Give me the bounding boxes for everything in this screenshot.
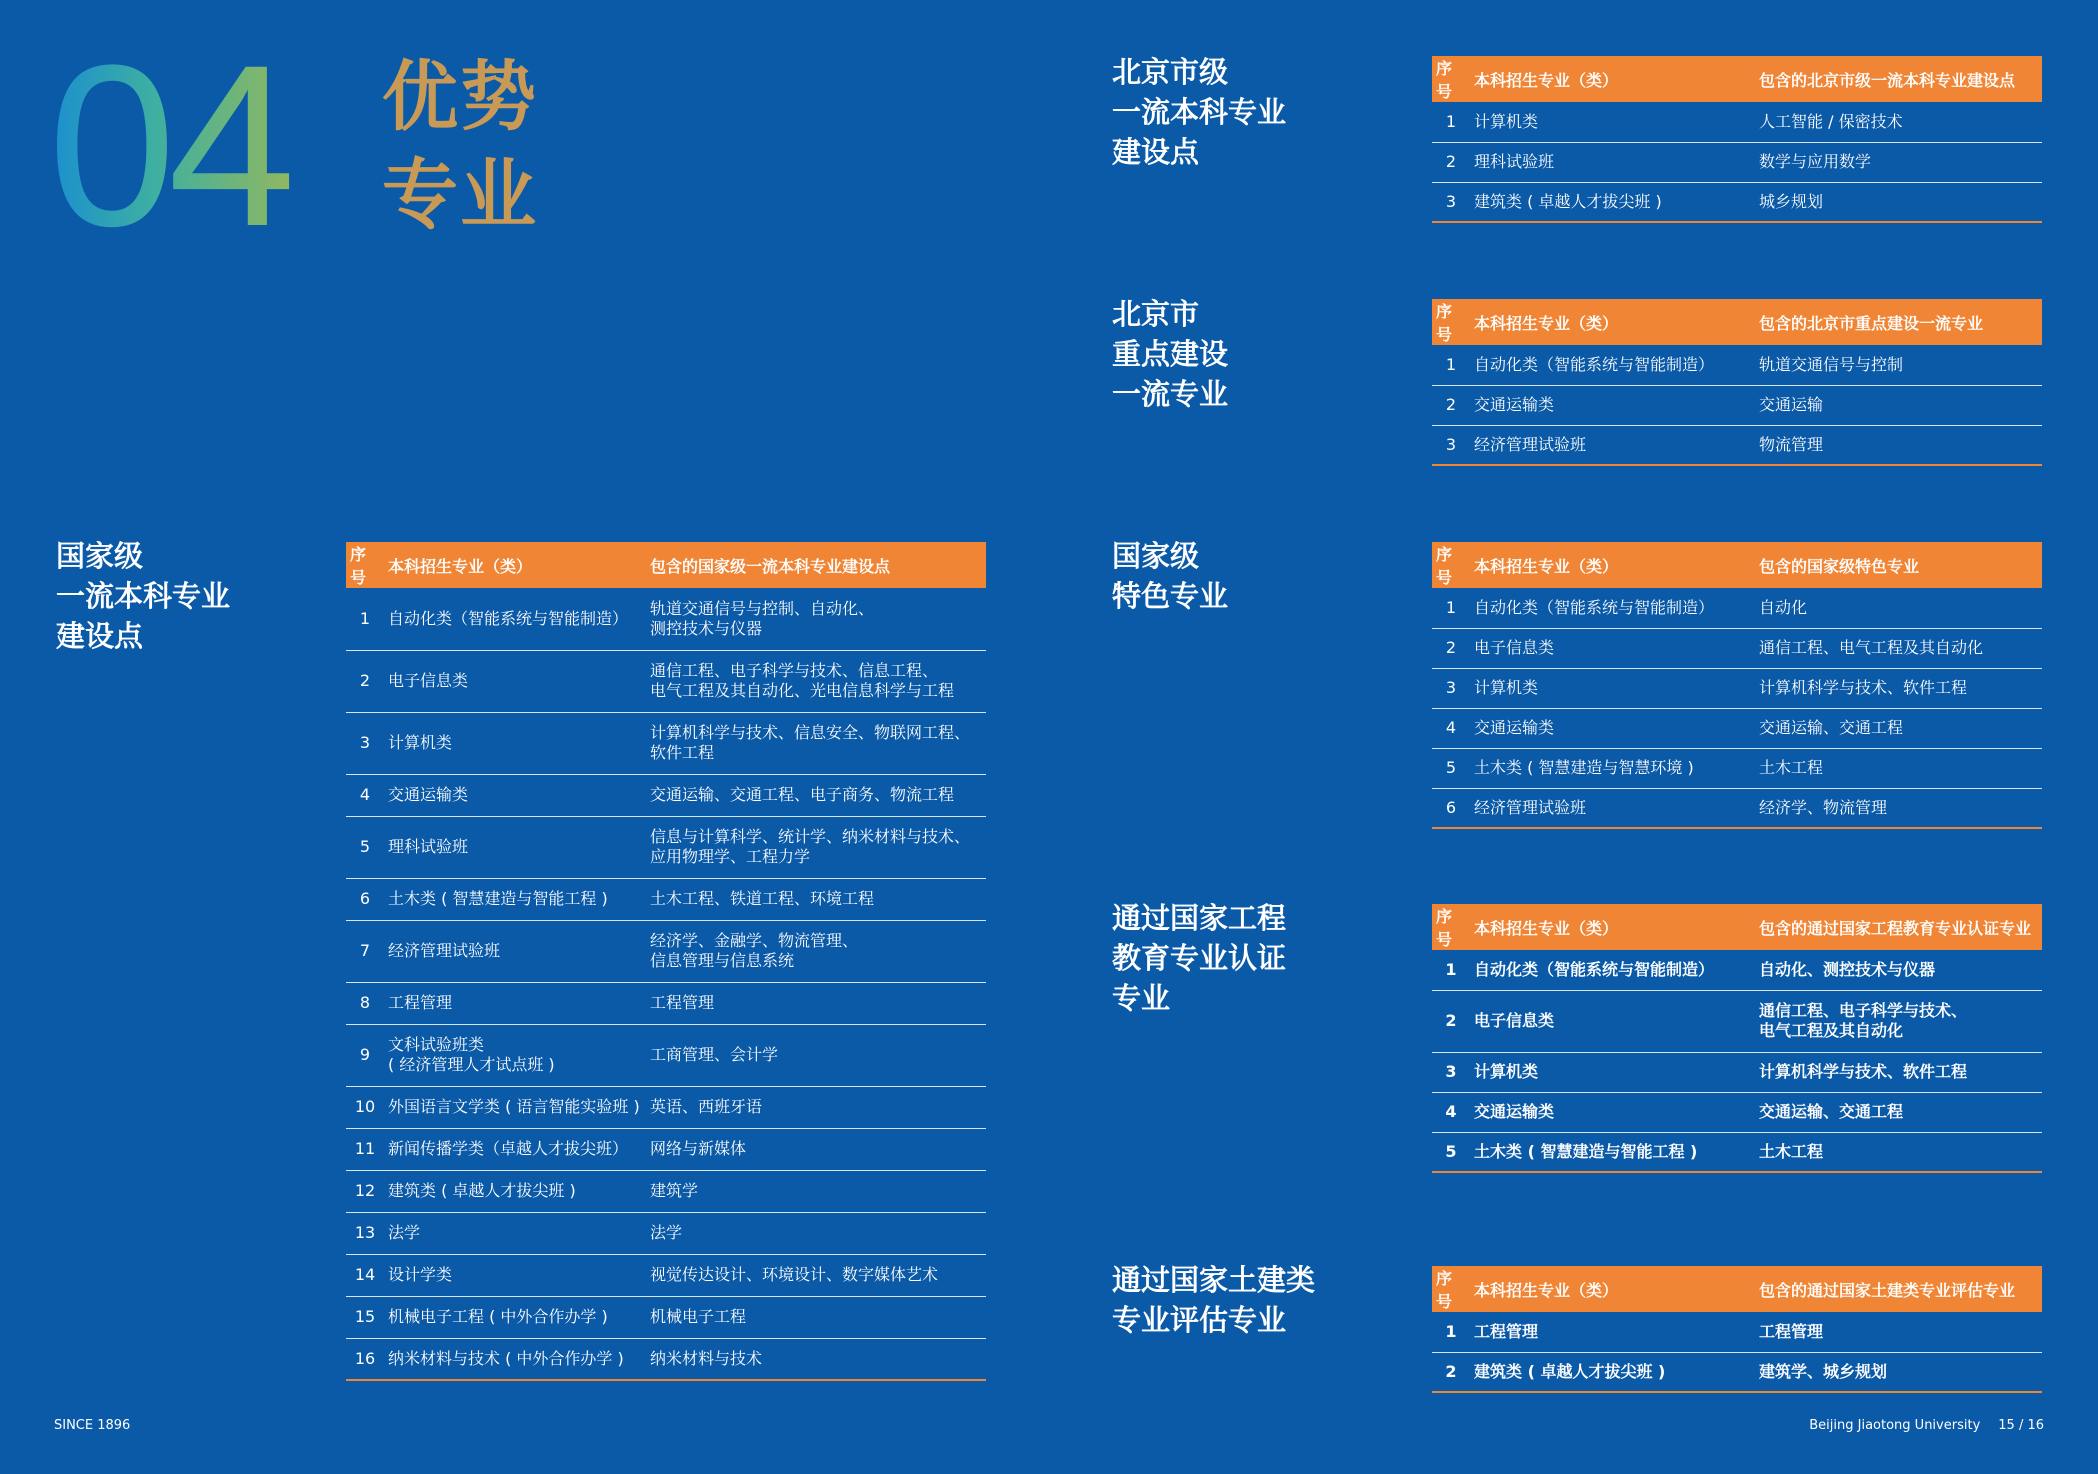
- table-header-row: [1432, 542, 2042, 588]
- row-number: 1: [1432, 588, 1470, 628]
- table-row: [346, 1338, 986, 1380]
- title-line: 特色专业: [1112, 579, 1229, 613]
- row-number: 2: [346, 650, 384, 712]
- column-header: 包含的国家级特色专业: [1755, 542, 2042, 588]
- column-header: 序号: [1432, 904, 1470, 950]
- included-cell: 通信工程、电子科学与技术、信息工程、 电气工程及其自动化、光电信息科学与工程: [646, 650, 986, 712]
- included-cell: 经济学、金融学、物流管理、 信息管理与信息系统: [646, 920, 986, 982]
- title-line: 通过国家工程: [1112, 901, 1287, 935]
- major-cell: 机械电子工程 ( 中外合作办学 ): [384, 1296, 646, 1338]
- included-cell: 土木工程、铁道工程、环境工程: [646, 878, 986, 920]
- table-header-row: [1432, 904, 2042, 950]
- title-line: 国家级: [1112, 539, 1200, 573]
- table-row: [1432, 990, 2042, 1052]
- included-cell: 法学: [646, 1212, 986, 1254]
- title-line: 建设点: [56, 619, 144, 653]
- title-line: 建设点: [1112, 135, 1200, 169]
- row-number: 3: [1432, 668, 1470, 708]
- column-header: 本科招生专业（类）: [1470, 904, 1755, 950]
- major-cell: 交通运输类: [1470, 385, 1755, 425]
- major-cell: 自动化类（智能系统与智能制造）: [384, 588, 646, 650]
- heading-line-1: 优势: [382, 52, 538, 141]
- included-cell: 工商管理、会计学: [646, 1024, 986, 1086]
- table-row: [1432, 1052, 2042, 1092]
- table-row: [1432, 1312, 2042, 1352]
- included-cell: 建筑学: [646, 1170, 986, 1212]
- title-line: 教育专业认证: [1112, 941, 1287, 975]
- major-cell: 理科试验班: [384, 816, 646, 878]
- major-cell: 建筑类 ( 卓越人才拔尖班 ): [384, 1170, 646, 1212]
- column-header: 本科招生专业（类）: [384, 542, 646, 588]
- included-cell: 计算机科学与技术、软件工程: [1755, 668, 2042, 708]
- included-cell: 计算机科学与技术、软件工程: [1755, 1052, 2042, 1092]
- section-number: [48, 20, 358, 250]
- table-row: [346, 1296, 986, 1338]
- table-row: [346, 1128, 986, 1170]
- national-first-class-table: [346, 542, 986, 1381]
- major-cell: 经济管理试验班: [1470, 425, 1755, 465]
- row-number: 2: [1432, 990, 1470, 1052]
- row-number: 16: [346, 1338, 384, 1380]
- table-row: [346, 982, 986, 1024]
- row-number: 13: [346, 1212, 384, 1254]
- row-number: 9: [346, 1024, 384, 1086]
- table-row: [346, 1254, 986, 1296]
- beijing-key-title: [1112, 294, 1228, 414]
- table-row: [346, 588, 986, 650]
- table-row: [1432, 142, 2042, 182]
- major-cell: 电子信息类: [384, 650, 646, 712]
- row-number: 6: [1432, 788, 1470, 828]
- table-row: [346, 878, 986, 920]
- table-row: [346, 1024, 986, 1086]
- table-row: [1432, 1132, 2042, 1172]
- row-number: 2: [1432, 1352, 1470, 1392]
- title-line: 专业评估专业: [1112, 1303, 1287, 1337]
- major-cell: 电子信息类: [1470, 628, 1755, 668]
- column-header: 序号: [346, 542, 384, 588]
- column-header: 包含的北京市重点建设一流专业: [1755, 299, 2042, 345]
- row-number: 11: [346, 1128, 384, 1170]
- column-header: 包含的通过国家土建类专业评估专业: [1755, 1266, 2042, 1312]
- row-number: 4: [1432, 708, 1470, 748]
- included-cell: 轨道交通信号与控制、自动化、 测控技术与仪器: [646, 588, 986, 650]
- column-header: 包含的通过国家工程教育专业认证专业: [1755, 904, 2042, 950]
- title-line: 专业: [1112, 981, 1171, 1015]
- column-header: 本科招生专业（类）: [1470, 542, 1755, 588]
- included-cell: 视觉传达设计、环境设计、数字媒体艺术: [646, 1254, 986, 1296]
- major-cell: 土木类 ( 智慧建造与智能工程 ): [1470, 1132, 1755, 1172]
- engineering-cert-table: [1432, 904, 2042, 1173]
- table-header-row: [1432, 1266, 2042, 1312]
- beijing-first-class-table: [1432, 56, 2042, 223]
- table-row: [1432, 748, 2042, 788]
- engineering-cert-title: [1112, 898, 1286, 1018]
- table-row: [1432, 102, 2042, 142]
- table-header-row: [1432, 299, 2042, 345]
- included-cell: 计算机科学与技术、信息安全、物联网工程、 软件工程: [646, 712, 986, 774]
- heading-line-2: 专业: [382, 150, 538, 239]
- table-row: [1432, 425, 2042, 465]
- row-number: 1: [346, 588, 384, 650]
- major-cell: 文科试验班类 ( 经济管理人才试点班 ): [384, 1024, 646, 1086]
- title-line: 国家级: [56, 539, 144, 573]
- included-cell: 数学与应用数学: [1755, 142, 2042, 182]
- table-row: [1432, 1352, 2042, 1392]
- major-cell: 建筑类 ( 卓越人才拔尖班 ): [1470, 182, 1755, 222]
- major-cell: 自动化类（智能系统与智能制造）: [1470, 950, 1755, 990]
- row-number: 2: [1432, 142, 1470, 182]
- column-header: 包含的国家级一流本科专业建设点: [646, 542, 986, 588]
- included-cell: 通信工程、电气工程及其自动化: [1755, 628, 2042, 668]
- included-cell: 交通运输、交通工程: [1755, 708, 2042, 748]
- column-header: 序号: [1432, 542, 1470, 588]
- included-cell: 轨道交通信号与控制: [1755, 345, 2042, 385]
- included-cell: 城乡规划: [1755, 182, 2042, 222]
- table-row: [346, 1212, 986, 1254]
- row-number: 8: [346, 982, 384, 1024]
- major-cell: 新闻传播学类（卓越人才拔尖班）: [384, 1128, 646, 1170]
- row-number: 15: [346, 1296, 384, 1338]
- row-number: 14: [346, 1254, 384, 1296]
- row-number: 1: [1432, 102, 1470, 142]
- included-cell: 经济学、物流管理: [1755, 788, 2042, 828]
- civil-arch-eval-table: [1432, 1266, 2042, 1393]
- civil-arch-eval-title: [1112, 1260, 1315, 1340]
- major-cell: 土木类 ( 智慧建造与智能工程 ): [384, 878, 646, 920]
- title-line: 重点建设: [1112, 337, 1229, 371]
- included-cell: 交通运输、交通工程: [1755, 1092, 2042, 1132]
- table-row: [1432, 345, 2042, 385]
- table-header-row: [1432, 56, 2042, 102]
- table-row: [346, 712, 986, 774]
- major-cell: 自动化类（智能系统与智能制造）: [1470, 588, 1755, 628]
- national-featured-table: [1432, 542, 2042, 829]
- column-header: 序号: [1432, 1266, 1470, 1312]
- included-cell: 网络与新媒体: [646, 1128, 986, 1170]
- table-row: [1432, 788, 2042, 828]
- major-cell: 计算机类: [1470, 1052, 1755, 1092]
- included-cell: 土木工程: [1755, 1132, 2042, 1172]
- major-cell: 纳米材料与技术 ( 中外合作办学 ): [384, 1338, 646, 1380]
- title-line: 通过国家土建类: [1112, 1263, 1316, 1297]
- major-cell: 设计学类: [384, 1254, 646, 1296]
- page-number: 15 / 16: [1998, 1418, 2044, 1433]
- row-number: 1: [1432, 950, 1470, 990]
- title-line: 一流专业: [1112, 377, 1229, 411]
- column-header: 本科招生专业（类）: [1470, 1266, 1755, 1312]
- footer-since: SINCE 1896: [54, 1418, 131, 1433]
- table-header-row: [346, 542, 986, 588]
- title-line: 北京市级: [1112, 55, 1229, 89]
- row-number: 1: [1432, 1312, 1470, 1352]
- table-row: [346, 1170, 986, 1212]
- included-cell: 工程管理: [646, 982, 986, 1024]
- major-cell: 计算机类: [384, 712, 646, 774]
- row-number: 2: [1432, 628, 1470, 668]
- title-line: 一流本科专业: [1112, 95, 1287, 129]
- row-number: 3: [1432, 425, 1470, 465]
- included-cell: 机械电子工程: [646, 1296, 986, 1338]
- major-cell: 交通运输类: [1470, 1092, 1755, 1132]
- included-cell: 人工智能 / 保密技术: [1755, 102, 2042, 142]
- table-row: [346, 1086, 986, 1128]
- row-number: 4: [1432, 1092, 1470, 1132]
- major-cell: 建筑类 ( 卓越人才拔尖班 ): [1470, 1352, 1755, 1392]
- table-row: [1432, 588, 2042, 628]
- included-cell: 信息与计算科学、统计学、纳米材料与技术、 应用物理学、工程力学: [646, 816, 986, 878]
- included-cell: 土木工程: [1755, 748, 2042, 788]
- included-cell: 工程管理: [1755, 1312, 2042, 1352]
- major-cell: 理科试验班: [1470, 142, 1755, 182]
- major-cell: 经济管理试验班: [1470, 788, 1755, 828]
- major-cell: 土木类 ( 智慧建造与智慧环境 ): [1470, 748, 1755, 788]
- included-cell: 物流管理: [1755, 425, 2042, 465]
- row-number: 5: [346, 816, 384, 878]
- national-first-class-title: [56, 536, 230, 656]
- included-cell: 自动化: [1755, 588, 2042, 628]
- page-heading: [382, 48, 538, 244]
- table-row: [346, 920, 986, 982]
- included-cell: 交通运输: [1755, 385, 2042, 425]
- table-row: [346, 816, 986, 878]
- title-line: 北京市: [1112, 297, 1200, 331]
- column-header: 序号: [1432, 56, 1470, 102]
- row-number: 1: [1432, 345, 1470, 385]
- included-cell: 通信工程、电子科学与技术、 电气工程及其自动化: [1755, 990, 2042, 1052]
- major-cell: 工程管理: [384, 982, 646, 1024]
- row-number: 6: [346, 878, 384, 920]
- included-cell: 纳米材料与技术: [646, 1338, 986, 1380]
- row-number: 12: [346, 1170, 384, 1212]
- included-cell: 交通运输、交通工程、电子商务、物流工程: [646, 774, 986, 816]
- major-cell: 计算机类: [1470, 102, 1755, 142]
- row-number: 5: [1432, 748, 1470, 788]
- footer-info: [1809, 1418, 2044, 1433]
- table-row: [1432, 708, 2042, 748]
- row-number: 3: [1432, 182, 1470, 222]
- major-cell: 计算机类: [1470, 668, 1755, 708]
- included-cell: 自动化、测控技术与仪器: [1755, 950, 2042, 990]
- major-cell: 法学: [384, 1212, 646, 1254]
- column-header: 序号: [1432, 299, 1470, 345]
- national-featured-title: [1112, 536, 1228, 616]
- row-number: 5: [1432, 1132, 1470, 1172]
- table-row: [1432, 1092, 2042, 1132]
- row-number: 3: [346, 712, 384, 774]
- row-number: 7: [346, 920, 384, 982]
- major-cell: 交通运输类: [1470, 708, 1755, 748]
- major-cell: 外国语言文学类 ( 语言智能实验班 ): [384, 1086, 646, 1128]
- beijing-key-table: [1432, 299, 2042, 466]
- table-row: [1432, 385, 2042, 425]
- major-cell: 经济管理试验班: [384, 920, 646, 982]
- table-row: [346, 650, 986, 712]
- table-row: [1432, 668, 2042, 708]
- row-number: 2: [1432, 385, 1470, 425]
- column-header: 本科招生专业（类）: [1470, 56, 1755, 102]
- section-number-text: 04: [48, 20, 288, 250]
- major-cell: 自动化类（智能系统与智能制造）: [1470, 345, 1755, 385]
- included-cell: 英语、西班牙语: [646, 1086, 986, 1128]
- column-header: 本科招生专业（类）: [1470, 299, 1755, 345]
- title-line: 一流本科专业: [56, 579, 231, 613]
- major-cell: 工程管理: [1470, 1312, 1755, 1352]
- table-row: [346, 774, 986, 816]
- column-header: 包含的北京市级一流本科专业建设点: [1755, 56, 2042, 102]
- major-cell: 电子信息类: [1470, 990, 1755, 1052]
- row-number: 10: [346, 1086, 384, 1128]
- footer-university: Beijing Jiaotong University: [1809, 1418, 1981, 1433]
- included-cell: 建筑学、城乡规划: [1755, 1352, 2042, 1392]
- row-number: 3: [1432, 1052, 1470, 1092]
- major-cell: 交通运输类: [384, 774, 646, 816]
- table-row: [1432, 628, 2042, 668]
- row-number: 4: [346, 774, 384, 816]
- table-row: [1432, 950, 2042, 990]
- beijing-first-class-title: [1112, 52, 1286, 172]
- table-row: [1432, 182, 2042, 222]
